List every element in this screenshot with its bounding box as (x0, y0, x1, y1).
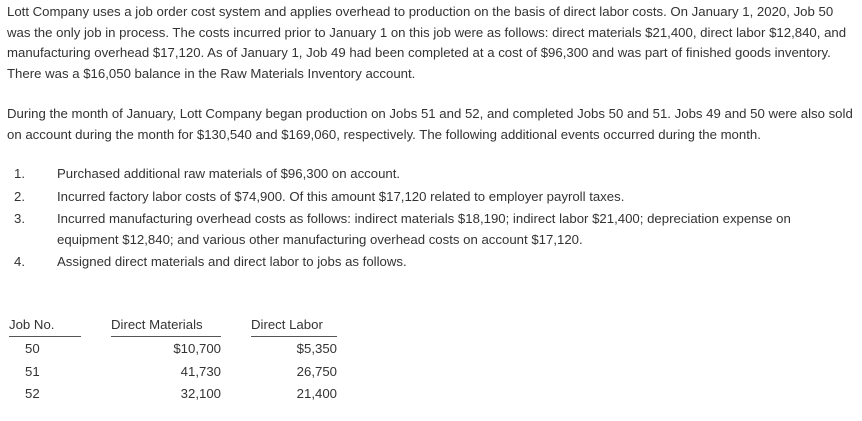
january-paragraph: During the month of January, Lott Company began production on Jobs 51 and 52, and completed Jobs 50 and 51. Jobs 49 and 50 were also sold on account during the month for $130,540 and $169,060, respectively. The following additional events occurred during the month. (7, 106, 853, 142)
event-text: Assigned direct materials and direct labor to jobs as follows. (57, 254, 407, 269)
event-text: Incurred factory labor costs of $74,900. Of this amount $17,120 related to employer payroll taxes. (57, 188, 625, 204)
event-item (7, 252, 857, 273)
header-job-no: Job No. (9, 315, 81, 338)
table-row (9, 360, 337, 383)
event-number: 3. (14, 211, 25, 226)
intro-paragraph: Lott Company uses a job order cost system and applies overhead to production on the basis of direct labor costs. On January 1, 2020, Job 50 was the only job in process. The costs incurred prior to January 1 on this job were as follows: direct materials $21,400, direct labor $12,840, and manufacturing overhead $17,120. As of January 1, Job 49 had been completed at a cost of $96,300 and was part of finished goods inventory. There was a $16,050 balance in the Raw Materials Inventory account. (7, 4, 847, 81)
event-number: 1. (14, 166, 25, 181)
cell-direct-labor: 21,400 (296, 386, 337, 401)
job-cost-table (9, 315, 337, 405)
cell-direct-materials: 41,730 (180, 363, 221, 379)
table-row (9, 337, 337, 360)
event-text: Incurred manufacturing overhead costs as follows: indirect materials $18,190; indirect labor $21,400; depreciation expense on equipment $12,840; and various other manufacturing overhead costs on account $17,120. (57, 211, 791, 247)
cell-direct-labor: 26,750 (296, 363, 337, 379)
table-header-row (9, 315, 337, 338)
cell-direct-labor: $5,350 (296, 341, 337, 356)
header-direct-materials: Direct Materials (111, 315, 221, 338)
cell-job-no: 52 (25, 386, 40, 401)
cell-job-no: 51 (25, 363, 40, 379)
cell-direct-materials: $10,700 (173, 341, 221, 356)
event-item (7, 209, 857, 250)
table-row (9, 382, 337, 405)
cell-direct-materials: 32,100 (180, 386, 221, 401)
event-number: 4. (14, 254, 25, 269)
problem-text (7, 2, 857, 405)
event-number: 2. (14, 188, 25, 204)
cell-job-no: 50 (25, 341, 40, 356)
events-list (7, 164, 857, 273)
event-text: Purchased additional raw materials of $96,300 on account. (57, 166, 401, 181)
header-direct-labor: Direct Labor (251, 315, 337, 338)
event-item (7, 164, 857, 185)
event-item (7, 187, 857, 208)
